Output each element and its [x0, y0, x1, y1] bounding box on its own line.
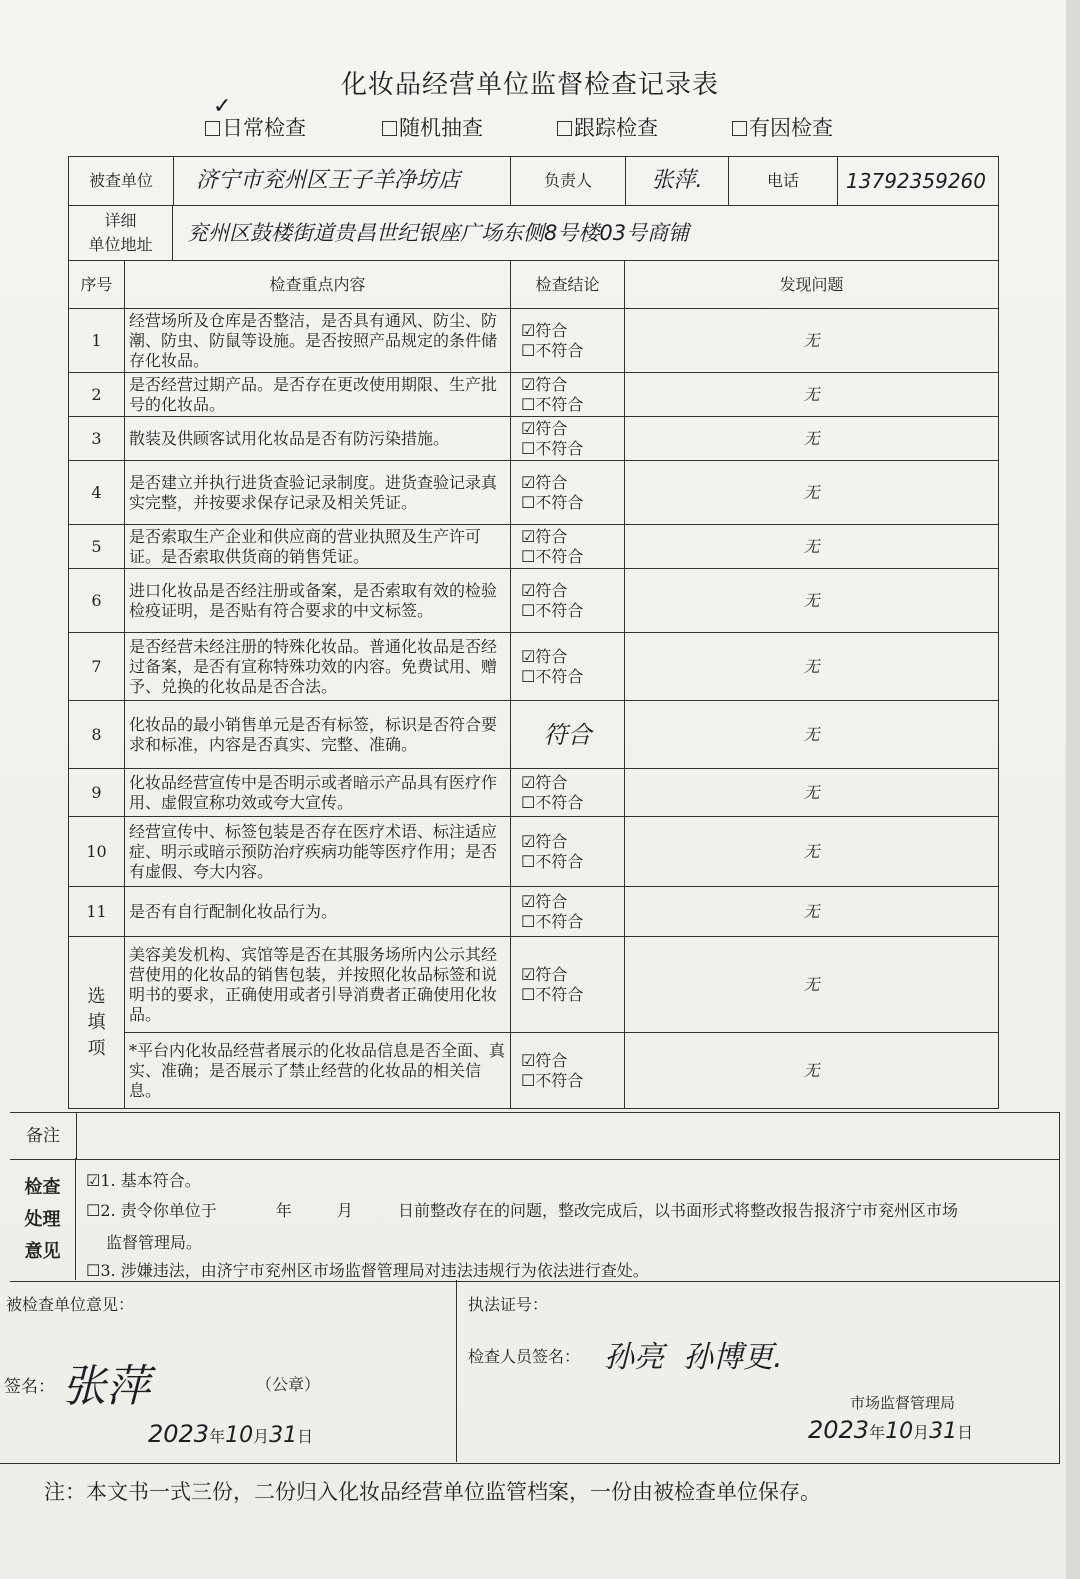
item-no: 5	[69, 525, 125, 569]
checkbox-icon: ☐	[86, 1261, 101, 1280]
table-row	[69, 525, 999, 569]
authority-label: 市场监督管理局	[850, 1394, 956, 1412]
phone-label: 电话	[729, 157, 838, 205]
item-conclusion[interactable]: ☑符合 ☐不符合	[511, 569, 625, 633]
item-content: 化妆品的最小销售单元是否有标签，标识是否符合要求和标准，内容是否真实、完整、准确。	[125, 701, 511, 769]
item-problem: 无	[625, 1033, 999, 1109]
item-content: *平台内化妆品经营者展示的化妆品信息是否全面、真实、准确；是否展示了禁止经营的化妆品的相关信息。	[125, 1033, 511, 1109]
checkbox-icon: ☐	[521, 666, 536, 686]
checkbox-icon: ☐	[521, 394, 536, 414]
item-content: 是否有自行配制化妆品行为。	[125, 887, 511, 937]
check-mark-icon: ☑	[521, 374, 536, 394]
checkbox-icon: ☐	[86, 1201, 101, 1220]
item-problem: 无	[625, 417, 999, 461]
item-no: 8	[69, 701, 125, 769]
type-random[interactable]: 随机抽查	[382, 112, 483, 142]
address-label-1: 详细	[104, 211, 137, 230]
checkbox-icon: ☐	[521, 792, 536, 812]
item-content: 经营场所及仓库是否整洁，是否具有通风、防尘、防潮、防虫、防鼠等设施。是否按照产品规定的条件储存化妆品。	[125, 309, 511, 373]
item-no: 1	[69, 309, 125, 373]
item-problem: 无	[625, 525, 999, 569]
paper-edge	[1066, 0, 1080, 1579]
person-value: 张萍.	[626, 157, 729, 205]
form-title: 化妆品经营单位监督检查记录表	[340, 70, 719, 100]
item-problem: 无	[625, 769, 999, 817]
address-row	[69, 206, 999, 261]
item-content: 进口化妆品是否经注册或备案，是否索取有效的检验检疫证明，是否贴有符合要求的中文标签。	[125, 569, 511, 633]
item-content: 经营宣传中、标签包装是否存在医疗术语、标注适应症、明示或暗示预防治疗疾病功能等医疗作用；是否有虚假、夸大内容。	[125, 817, 511, 887]
checkbox-icon: ☐	[521, 492, 536, 512]
item-no: 11	[69, 887, 125, 937]
item-problem: 无	[625, 461, 999, 525]
header-conclusion: 检查结论	[511, 261, 625, 309]
remarks-label: 备注	[10, 1113, 77, 1159]
item-problem: 无	[625, 633, 999, 701]
item-content: 是否索取生产企业和供应商的营业执照及生产许可证。是否索取供货商的销售凭证。	[125, 525, 511, 569]
seal-label: （公章）	[256, 1375, 321, 1394]
item-problem: 无	[625, 309, 999, 373]
item-problem: 无	[625, 817, 999, 887]
inspector-signature: 孙亮 孙博更.	[604, 1340, 783, 1375]
table-row	[69, 887, 999, 937]
unit-person-phone	[511, 157, 999, 206]
table-row	[69, 769, 999, 817]
checkbox-icon: ☐	[521, 546, 536, 566]
table-row	[69, 417, 999, 461]
item-content: 是否建立并执行进货查验记录制度。进货查验记录真实完整，并按要求保存记录及相关凭证。	[125, 461, 511, 525]
checkbox-icon: ☐	[521, 851, 536, 871]
handling-option-1[interactable]: ☑1. 基本符合。	[86, 1171, 201, 1190]
type-follow-up[interactable]: 跟踪检查	[557, 112, 658, 142]
check-mark-icon: ☑	[521, 320, 536, 340]
unit-sign-date: 2023年10月31日	[148, 1420, 314, 1448]
item-problem: 无	[625, 887, 999, 937]
item-conclusion[interactable]: ☑符合 ☐不符合	[511, 461, 625, 525]
table-row	[69, 701, 999, 769]
table-row	[69, 633, 999, 701]
item-content: 化妆品经营宣传中是否明示或者暗示产品具有医疗作用、虚假宣称功效或夸大宣传。	[125, 769, 511, 817]
check-mark-icon: ☑	[521, 1050, 536, 1070]
checkbox-icon: ☐	[521, 438, 536, 458]
address-value: 兖州区鼓楼街道贵昌世纪银座广场东侧8号楼03号商铺	[187, 221, 690, 245]
optional-label: 选 填 项	[69, 937, 125, 1109]
type-cause[interactable]: 有因检查	[732, 112, 833, 142]
check-mark-icon: ☑	[521, 891, 536, 911]
check-mark-icon: ☑	[521, 526, 536, 546]
checkbox-icon: ☐	[521, 340, 536, 360]
item-problem: 无	[625, 373, 999, 417]
check-mark-icon: ✓	[213, 94, 232, 119]
item-content: 美容美发机构、宾馆等是否在其服务场所内公示其经营使用的化妆品的销售包装，并按照化妆品标签和说明书的要求，正确使用或者引导消费者正确使用化妆品。	[125, 937, 511, 1033]
unit-name-row	[69, 157, 511, 206]
checkbox-icon: ☐	[521, 1070, 536, 1090]
item-content: 是否经营过期产品。是否存在更改使用期限、生产批号的化妆品。	[125, 373, 511, 417]
check-mark-icon: ☑	[521, 472, 536, 492]
item-conclusion[interactable]: ☑符合 ☐不符合	[511, 937, 625, 1033]
check-mark-icon: ☑	[521, 646, 536, 666]
checkbox-icon: ☐	[521, 984, 536, 1004]
checkbox-icon: ☐	[521, 600, 536, 620]
item-content: 散装及供顾客试用化妆品是否有防污染措施。	[125, 417, 511, 461]
address-label-2: 单位地址	[88, 235, 153, 254]
unit-name-value: 济宁市兖州区王子羊净坊店	[196, 168, 461, 193]
check-mark-icon: ☑	[521, 418, 536, 438]
item-conclusion[interactable]: ☑符合 ☐不符合	[511, 887, 625, 937]
item-problem: 无	[625, 569, 999, 633]
table-row	[69, 937, 999, 1033]
item-conclusion-handwritten[interactable]: 符合	[511, 701, 625, 769]
footnote: 注：本文书一式三份，二份归入化妆品经营单位监管档案，一份由被检查单位保存。	[44, 1480, 821, 1504]
header-problem: 发现问题	[625, 261, 999, 309]
item-content: 是否经营未经注册的特殊化妆品。普通化妆品是否经过备案，是否有宣称特殊功效的内容。免费试用、赠予、兑换的化妆品是否合法。	[125, 633, 511, 701]
handling-option-2-cont: 监督管理局。	[106, 1233, 203, 1252]
handling-option-3[interactable]: ☐3. 涉嫌违法，由济宁市兖州区市场监督管理局对违法违规行为依法进行查处。	[86, 1261, 649, 1280]
table-row	[69, 309, 999, 373]
item-no: 9	[69, 769, 125, 817]
item-conclusion[interactable]: ☑符合 ☐不符合	[511, 769, 625, 817]
type-routine[interactable]: 日常检查	[205, 112, 306, 142]
handling-option-2[interactable]: ☐2. 责令你单位于 年 月 日前整改存在的问题，整改完成后，以书面形式将整改报告报济宁市兖州区市场	[86, 1201, 959, 1220]
header-content: 检查重点内容	[125, 261, 511, 309]
signature-section	[0, 1280, 1060, 1464]
check-mark-icon: ☑	[521, 831, 536, 851]
table-row	[69, 461, 999, 525]
item-conclusion[interactable]: ☑符合 ☐不符合	[511, 1033, 625, 1109]
item-no: 2	[69, 373, 125, 417]
item-no: 4	[69, 461, 125, 525]
header-no: 序号	[69, 261, 125, 309]
unit-signature: 张萍	[62, 1361, 150, 1412]
inspector-sign-date: 2023年10月31日	[808, 1416, 974, 1444]
item-problem: 无	[625, 701, 999, 769]
item-conclusion[interactable]: ☑符合 ☐不符合	[511, 417, 625, 461]
item-conclusion[interactable]: ☑符合 ☐不符合	[511, 525, 625, 569]
inspection-table	[68, 156, 999, 1109]
item-conclusion[interactable]: ☑符合 ☐不符合	[511, 633, 625, 701]
person-label: 负责人	[511, 157, 626, 205]
inspector-label: 检查人员签名：	[468, 1347, 581, 1366]
handling-label: 检查 处理 意见	[10, 1158, 76, 1280]
cert-label: 执法证号：	[468, 1295, 549, 1314]
table-row	[69, 373, 999, 417]
check-mark-icon: ☑	[521, 772, 536, 792]
check-mark-icon: ☑	[521, 964, 536, 984]
sign-label: 签名：	[4, 1377, 55, 1397]
item-problem: 无	[625, 937, 999, 1033]
item-no: 3	[69, 417, 125, 461]
opinion-label: 被检查单位意见：	[6, 1295, 135, 1314]
item-no: 10	[69, 817, 125, 887]
handling-section	[10, 1158, 1060, 1282]
table-row	[69, 1033, 999, 1109]
check-mark-icon: ☑	[521, 580, 536, 600]
checkbox-icon: ☐	[521, 911, 536, 931]
item-no: 7	[69, 633, 125, 701]
table-row	[69, 569, 999, 633]
phone-value: 13792359260	[846, 169, 986, 193]
table-row	[69, 817, 999, 887]
item-conclusion[interactable]: ☑符合 ☐不符合	[511, 309, 625, 373]
unit-name-label: 被查单位	[69, 157, 174, 205]
remarks-row	[10, 1112, 1060, 1160]
check-mark-icon: ☑	[86, 1171, 101, 1190]
item-conclusion[interactable]: ☑符合 ☐不符合	[511, 817, 625, 887]
item-conclusion[interactable]: ☑符合 ☐不符合	[511, 373, 625, 417]
item-no: 6	[69, 569, 125, 633]
